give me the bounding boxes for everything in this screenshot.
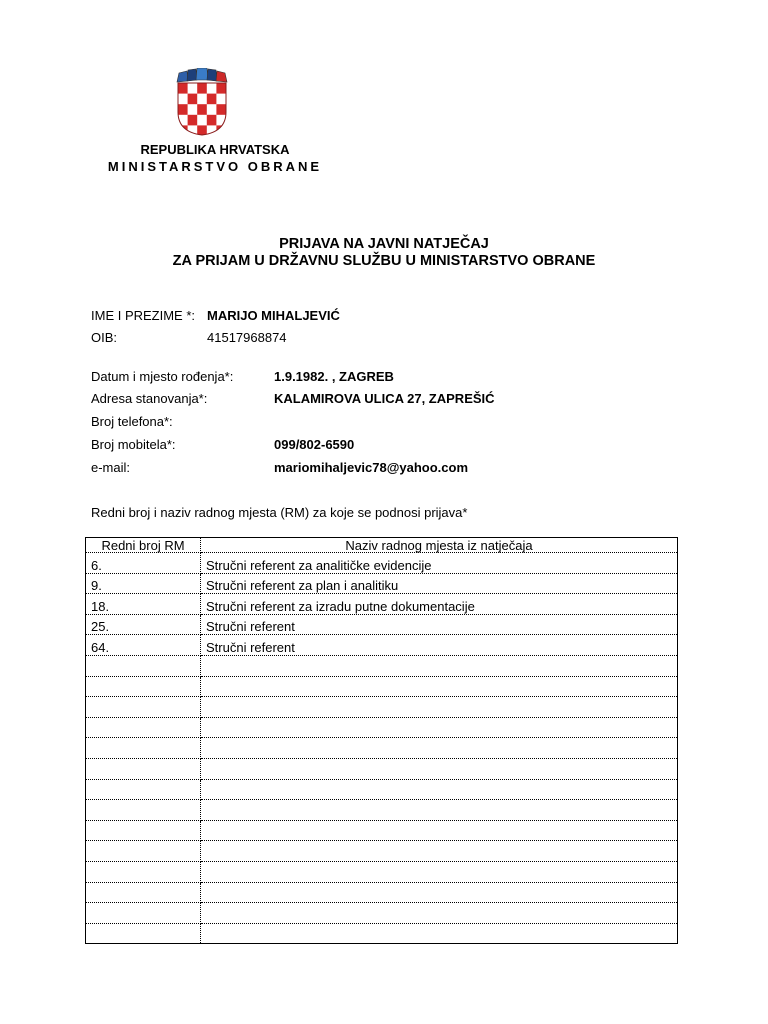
position-name-cell bbox=[201, 779, 678, 800]
position-number-cell bbox=[86, 820, 201, 841]
address-label: Adresa stanovanja*: bbox=[91, 391, 208, 406]
table-row bbox=[86, 655, 678, 676]
table-header-row bbox=[86, 538, 678, 553]
table-row bbox=[86, 841, 678, 862]
table-row bbox=[86, 594, 678, 615]
document-title bbox=[0, 236, 768, 270]
position-name-cell bbox=[201, 717, 678, 738]
position-number-cell: 25. bbox=[86, 614, 201, 635]
country-name: REPUBLIKA HRVATSKA bbox=[140, 142, 290, 157]
table-row bbox=[86, 573, 678, 594]
mobile-value: 099/802-6590 bbox=[274, 437, 355, 452]
column-header-number: Redni broj RM bbox=[86, 538, 201, 553]
email-label: e-mail: bbox=[91, 460, 131, 475]
position-number-cell: 6. bbox=[86, 553, 201, 574]
position-name-cell bbox=[201, 820, 678, 841]
position-number-cell bbox=[86, 800, 201, 821]
address-value: KALAMIROVA ULICA 27, ZAPREŠIĆ bbox=[274, 391, 495, 406]
position-name-cell: Stručni referent bbox=[201, 635, 678, 656]
position-name-cell: Stručni referent za plan i analitiku bbox=[201, 573, 678, 594]
position-name-cell bbox=[201, 676, 678, 697]
table-row bbox=[86, 697, 678, 718]
position-number-cell bbox=[86, 738, 201, 759]
position-name-cell: Stručni referent za analitičke evidencije bbox=[201, 553, 678, 574]
table-row bbox=[86, 779, 678, 800]
table-row bbox=[86, 676, 678, 697]
column-header-name: Naziv radnog mjesta iz natječaja bbox=[201, 538, 678, 553]
position-name-cell bbox=[201, 923, 678, 944]
oib-value: 41517968874 bbox=[207, 330, 287, 345]
position-name-cell bbox=[201, 738, 678, 759]
position-number-cell bbox=[86, 923, 201, 944]
position-number-cell bbox=[86, 676, 201, 697]
table-row bbox=[86, 861, 678, 882]
positions-intro: Redni broj i naziv radnog mjesta (RM) za koje se podnosi prijava* bbox=[91, 505, 468, 520]
position-number-cell bbox=[86, 655, 201, 676]
mobile-label: Broj mobitela*: bbox=[91, 437, 176, 452]
email-value: mariomihaljevic78@yahoo.com bbox=[274, 460, 469, 475]
table-row bbox=[86, 738, 678, 759]
name-value: MARIJO MIHALJEVIĆ bbox=[207, 308, 340, 323]
table-row bbox=[86, 614, 678, 635]
position-name-cell bbox=[201, 861, 678, 882]
positions-table-body bbox=[86, 553, 678, 944]
position-name-cell bbox=[201, 903, 678, 924]
table-row bbox=[86, 820, 678, 841]
position-name-cell: Stručni referent za izradu putne dokumentacije bbox=[201, 594, 678, 615]
organization-header bbox=[90, 141, 340, 175]
table-row bbox=[86, 553, 678, 574]
position-number-cell bbox=[86, 697, 201, 718]
position-name-cell bbox=[201, 697, 678, 718]
table-row bbox=[86, 800, 678, 821]
birth-value: 1.9.1982. , ZAGREB bbox=[274, 369, 394, 384]
position-number-cell: 64. bbox=[86, 635, 201, 656]
title-line-2: ZA PRIJAM U DRŽAVNU SLUŽBU U MINISTARSTVO OBRANE bbox=[172, 253, 596, 269]
table-row bbox=[86, 882, 678, 903]
position-name-cell: Stručni referent bbox=[201, 614, 678, 635]
table-row bbox=[86, 923, 678, 944]
coat-of-arms-logo bbox=[174, 68, 230, 136]
position-name-cell bbox=[201, 758, 678, 779]
position-number-cell bbox=[86, 903, 201, 924]
name-label: IME I PREZIME *: bbox=[91, 308, 196, 323]
position-number-cell bbox=[86, 779, 201, 800]
position-number-cell: 9. bbox=[86, 573, 201, 594]
table-row bbox=[86, 758, 678, 779]
position-number-cell bbox=[86, 717, 201, 738]
position-name-cell bbox=[201, 882, 678, 903]
title-line-1: PRIJAVA NA JAVNI NATJEČAJ bbox=[279, 236, 489, 252]
positions-table bbox=[85, 537, 678, 944]
position-name-cell bbox=[201, 800, 678, 821]
position-number-cell bbox=[86, 758, 201, 779]
phone-label: Broj telefona*: bbox=[91, 414, 173, 429]
table-row bbox=[86, 635, 678, 656]
position-name-cell bbox=[201, 655, 678, 676]
position-number-cell: 18. bbox=[86, 594, 201, 615]
ministry-name: MINISTARSTVO OBRANE bbox=[107, 159, 323, 174]
position-number-cell bbox=[86, 841, 201, 862]
table-row bbox=[86, 903, 678, 924]
oib-label: OIB: bbox=[91, 330, 118, 345]
table-row bbox=[86, 717, 678, 738]
position-number-cell bbox=[86, 861, 201, 882]
position-name-cell bbox=[201, 841, 678, 862]
birth-label: Datum i mjesto rođenja*: bbox=[91, 369, 234, 384]
position-number-cell bbox=[86, 882, 201, 903]
